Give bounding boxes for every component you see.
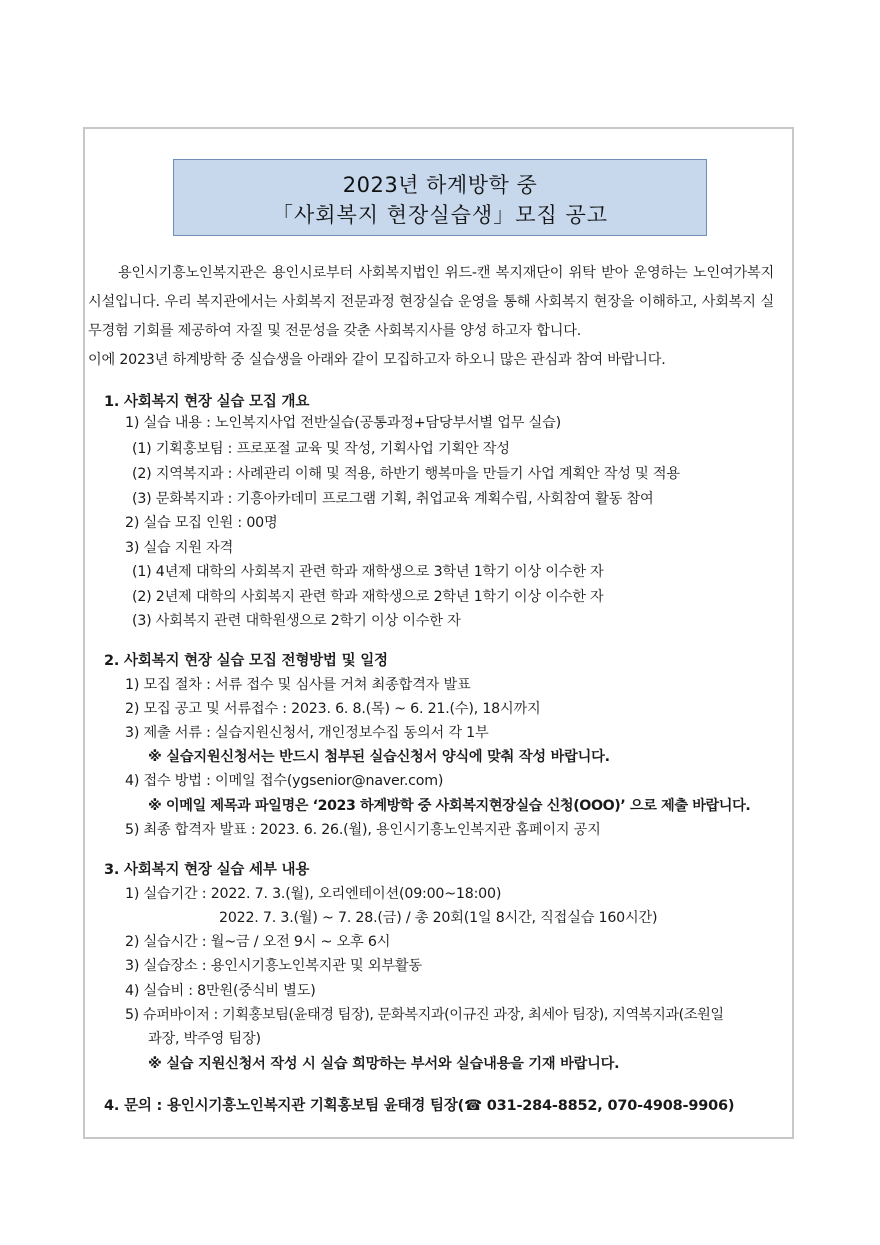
section-2-item: 2) 모집 공고 및 서류접수 : 2023. 6. 8.(목) ~ 6. 21.(수), 18시까지 <box>125 701 541 717</box>
section-2-heading: 2. 사회복지 현장 실습 모집 전형방법 및 일정 <box>104 653 388 669</box>
section-3-note: ※ 실습 지원신청서 작성 시 실습 희망하는 부서와 실습내용을 기재 바랍니다. <box>148 1056 620 1072</box>
section-3-item: 3) 실습장소 : 용인시기흥노인복지관 및 외부활동 <box>125 958 422 974</box>
section-1-item: (3) 문화복지과 : 기흥아카데미 프로그램 기획, 취업교육 계획수립, 사회참여 활동 참여 <box>132 491 654 507</box>
intro-paragraph <box>88 259 774 375</box>
section-3-item: 1) 실습기간 : 2022. 7. 3.(월), 오리엔테이션(09:00~18:00) <box>125 886 502 902</box>
title-box <box>173 159 707 236</box>
intro-text-1: 용인시기흥노인복지관은 용인시로부터 사회복지법인 위드-캔 복지재단이 위탁 받아 운영하는 노인여가복지시설입니다. 우리 복지관에서는 사회복지 전문과정 현장실습 운영을 통해 사회복지 현장을 이해하고, 사회복지 실무경험 기회를 제공하여 자질 및 전문성을 갖춘 사회복지사를 양성 하고자 합니다. <box>88 265 774 339</box>
section-3-item: 2) 실습시간 : 월~금 / 오전 9시 ~ 오후 6시 <box>125 934 391 950</box>
contact-line: 4. 문의 : 용인시기흥노인복지관 기획홍보팀 윤태경 팀장(☎ 031-284-8852, 070-4908-9906) <box>104 1098 735 1114</box>
section-2-note: ※ 실습지원신청서는 반드시 첨부된 실습신청서 양식에 맞춰 작성 바랍니다. <box>148 749 610 765</box>
section-1-item: 3) 실습 지원 자격 <box>125 540 234 556</box>
section-1-heading: 1. 사회복지 현장 실습 모집 개요 <box>104 394 310 410</box>
section-2-item: 3) 제출 서류 : 실습지원신청서, 개인정보수집 동의서 각 1부 <box>125 725 489 741</box>
section-3-item: 4) 실습비 : 8만원(중식비 별도) <box>125 983 316 999</box>
title-line-1: 2023년 하계방학 중 <box>342 173 538 197</box>
section-3-item: 2022. 7. 3.(월) ~ 7. 28.(금) / 총 20회(1일 8시간, 직접실습 160시간) <box>219 910 658 926</box>
section-2-note: ※ 이메일 제목과 파일명은 ‘2023 하계방학 중 사회복지현장실습 신청(OOO)’ 으로 제출 바랍니다. <box>148 798 751 814</box>
section-1-item: (2) 지역복지과 : 사례관리 이해 및 적용, 하반기 행복마을 만들기 사업 계획안 작성 및 적용 <box>132 466 680 482</box>
section-1-item: (1) 기획홍보팀 : 프로포절 교육 및 작성, 기획사업 기획안 작성 <box>132 441 510 457</box>
section-2-item: 1) 모집 절차 : 서류 접수 및 심사를 거쳐 최종합격자 발표 <box>125 677 471 693</box>
section-2-item: 4) 접수 방법 : 이메일 접수(ygsenior@naver.com) <box>125 773 444 789</box>
section-2-item: 5) 최종 합격자 발표 : 2023. 6. 26.(월), 용인시기흥노인복지관 홈페이지 공지 <box>125 822 601 838</box>
title-line-2: 「사회복지 현장실습생」모집 공고 <box>271 203 609 227</box>
section-3-item: 5) 슈퍼바이저 : 기획홍보팀(윤태경 팀장), 문화복지과(이규진 과장, 최세아 팀장), 지역복지과(조원일 <box>125 1007 724 1023</box>
section-1-item: 2) 실습 모집 인원 : 00명 <box>125 515 278 531</box>
intro-text-2: 이에 2023년 하계방학 중 실습생을 아래와 같이 모집하고자 하오니 많은 관심과 참여 바랍니다. <box>88 352 666 368</box>
section-1-item: (1) 4년제 대학의 사회복지 관련 학과 재학생으로 3학년 1학기 이상 이수한 자 <box>132 564 604 580</box>
section-3-heading: 3. 사회복지 현장 실습 세부 내용 <box>104 862 310 878</box>
section-1-item: 1) 실습 내용 : 노인복지사업 전반실습(공통과정+담당부서별 업무 실습) <box>125 415 561 431</box>
section-1-item: (2) 2년제 대학의 사회복지 관련 학과 재학생으로 2학년 1학기 이상 이수한 자 <box>132 589 604 605</box>
section-3-item: 과장, 박주영 팀장) <box>148 1031 261 1047</box>
section-1-item: (3) 사회복지 관련 대학원생으로 2학기 이상 이수한 자 <box>132 613 461 629</box>
